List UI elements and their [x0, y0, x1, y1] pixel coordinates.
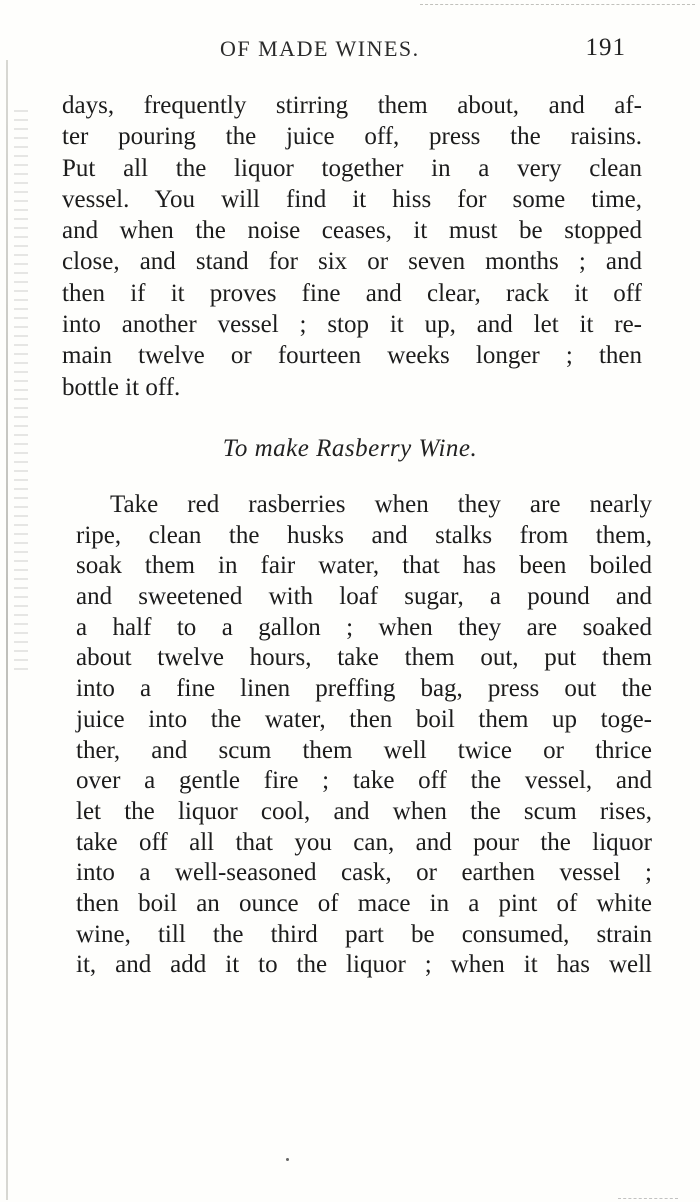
text-line: over a gentle fire ; take off the vessel, and	[76, 767, 652, 795]
text-line: ter pouring the juice off, press the raisins.	[62, 123, 642, 151]
page-header	[60, 34, 640, 70]
text-line: wine, till the third part be consumed, strain	[76, 920, 652, 948]
text-line: a half to a gallon ; when they are soaked	[76, 613, 652, 641]
margin-show-through	[14, 110, 28, 670]
text-line: and when the noise ceases, it must be stopped	[62, 217, 642, 245]
bottom-edge-rule	[618, 1198, 678, 1200]
text-line: ripe, clean the husks and stalks from them,	[76, 521, 652, 549]
text-line: it, and add it to the liquor ; when it has well	[76, 951, 652, 979]
ink-speck	[286, 1158, 289, 1161]
text-line: about twelve hours, take them out, put them	[76, 644, 652, 672]
text-line: into a fine linen preffing bag, press out the	[76, 675, 652, 703]
text-line: vessel. You will find it hiss for some time,	[62, 185, 642, 213]
binding-edge	[6, 60, 8, 1200]
text-line: let the liquor cool, and when the scum rises,	[76, 797, 652, 825]
top-edge-rule	[420, 4, 695, 6]
text-line: days, frequently stirring them about, and af-	[62, 92, 642, 119]
text-line: soak them in fair water, that has been boiled	[76, 552, 652, 580]
text-line: then boil an ounce of mace in a pint of white	[76, 889, 652, 917]
text-line: Take red rasberries when they are nearly	[110, 491, 652, 518]
continuation-paragraph	[62, 90, 642, 403]
text-line: take off all that you can, and pour the liquor	[76, 828, 652, 856]
text-line: then if it proves fine and clear, rack it off	[62, 279, 642, 307]
text-line: into a well-seasoned cask, or earthen vessel ;	[76, 859, 652, 887]
text-line: and sweetened with loaf sugar, a pound and	[76, 583, 652, 611]
recipe-title: To make Rasberry Wine.	[222, 435, 478, 462]
text-line: close, and stand for six or seven months ; and	[62, 248, 642, 276]
recipe-paragraph	[76, 490, 652, 981]
text-line: Put all the liquor together in a very clean	[62, 154, 642, 182]
page-number: 191	[585, 34, 626, 61]
text-line: juice into the water, then boil them up toge-	[76, 705, 652, 733]
running-head: OF MADE WINES.	[220, 36, 420, 61]
text-line: bottle it off.	[62, 373, 181, 401]
text-line: ther, and scum them well twice or thrice	[76, 736, 652, 764]
text-line: into another vessel ; stop it up, and let it re-	[62, 311, 642, 339]
text-line: main twelve or fourteen weeks longer ; then	[62, 342, 642, 370]
